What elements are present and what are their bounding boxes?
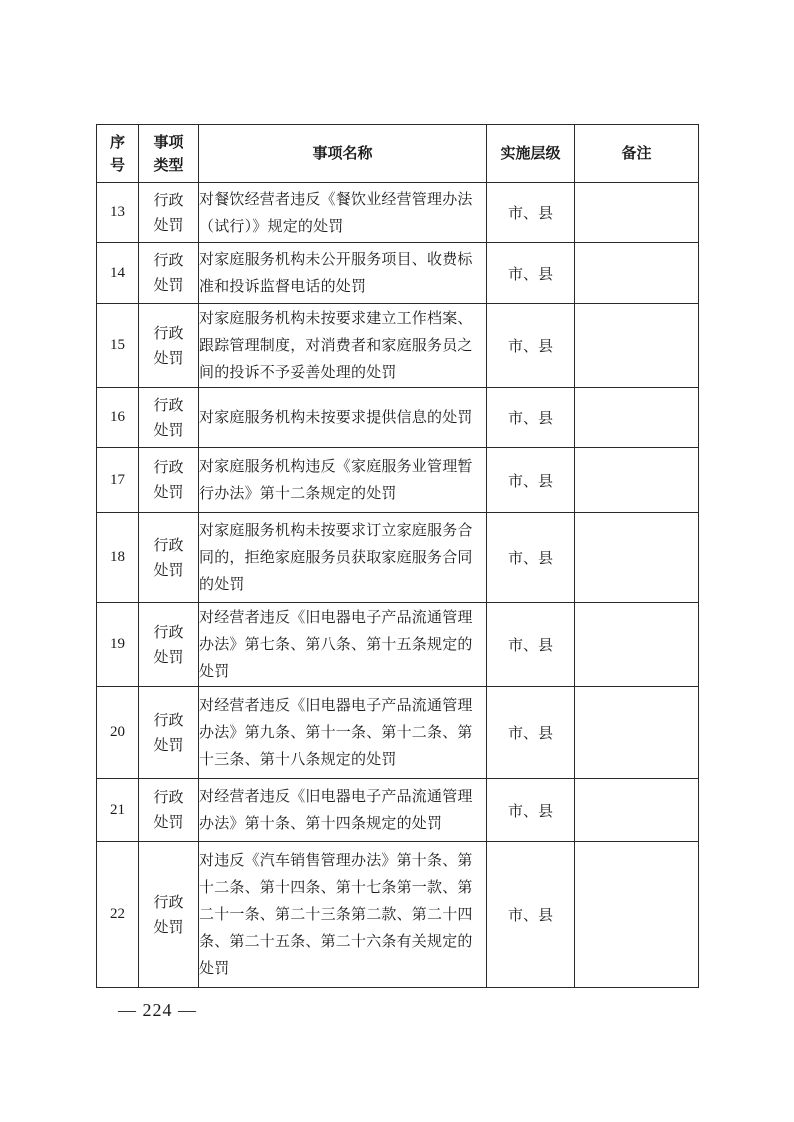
table-row (97, 513, 699, 603)
row-note (575, 304, 699, 388)
row-level: 市、县 (487, 513, 575, 603)
table-row (97, 243, 699, 304)
row-level: 市、县 (487, 304, 575, 388)
table-row (97, 183, 699, 243)
row-number: 20 (97, 687, 139, 779)
row-level: 市、县 (487, 243, 575, 304)
row-note (575, 687, 699, 779)
row-name: 对经营者违反《旧电器电子产品流通管理办法》第九条、第十一条、第十二条、第十三条、第十八条规定的处罚 (199, 687, 487, 779)
table-row (97, 779, 699, 842)
row-type: 行政处罚 (139, 243, 199, 304)
row-name: 对违反《汽车销售管理办法》第十条、第十二条、第十四条、第十七条第一款、第二十一条、第二十三条第二款、第二十四条、第二十五条、第二十六条有关规定的处罚 (199, 842, 487, 988)
row-name: 对家庭服务机构未按要求订立家庭服务合同的，拒绝家庭服务员获取家庭服务合同的处罚 (199, 513, 487, 603)
row-name: 对家庭服务机构违反《家庭服务业管理暂行办法》第十二条规定的处罚 (199, 448, 487, 513)
row-type: 行政处罚 (139, 304, 199, 388)
table-row (97, 448, 699, 513)
row-type: 行政处罚 (139, 448, 199, 513)
row-type: 行政处罚 (139, 779, 199, 842)
table-row (97, 603, 699, 687)
table-row (97, 388, 699, 448)
row-name: 对家庭服务机构未按要求提供信息的处罚 (199, 388, 487, 448)
row-type: 行政处罚 (139, 513, 199, 603)
row-level: 市、县 (487, 183, 575, 243)
row-note (575, 388, 699, 448)
row-number: 14 (97, 243, 139, 304)
page-number: — 224 — (118, 1000, 197, 1020)
row-number: 22 (97, 842, 139, 988)
row-name: 对经营者违反《旧电器电子产品流通管理办法》第七条、第八条、第十五条规定的处罚 (199, 603, 487, 687)
row-type: 行政处罚 (139, 842, 199, 988)
row-name: 对家庭服务机构未按要求建立工作档案、跟踪管理制度，对消费者和家庭服务员之间的投诉不予妥善处理的处罚 (199, 304, 487, 388)
table-row (97, 842, 699, 988)
row-name: 对经营者违反《旧电器电子产品流通管理办法》第十条、第十四条规定的处罚 (199, 779, 487, 842)
row-note (575, 448, 699, 513)
header-type: 事项类型 (139, 125, 199, 183)
row-level: 市、县 (487, 388, 575, 448)
row-type: 行政处罚 (139, 388, 199, 448)
row-number: 18 (97, 513, 139, 603)
table-row (97, 304, 699, 388)
row-number: 19 (97, 603, 139, 687)
row-note (575, 842, 699, 988)
row-type: 行政处罚 (139, 603, 199, 687)
header-seq: 序号 (97, 125, 139, 183)
row-note (575, 183, 699, 243)
row-note (575, 513, 699, 603)
header-row (97, 125, 699, 183)
row-level: 市、县 (487, 687, 575, 779)
row-number: 17 (97, 448, 139, 513)
row-name: 对餐饮经营者违反《餐饮业经营管理办法（试行）》规定的处罚 (199, 183, 487, 243)
row-number: 21 (97, 779, 139, 842)
header-level: 实施层级 (487, 125, 575, 183)
row-level: 市、县 (487, 448, 575, 513)
row-name: 对家庭服务机构未公开服务项目、收费标准和投诉监督电话的处罚 (199, 243, 487, 304)
row-note (575, 243, 699, 304)
row-note (575, 603, 699, 687)
table-row (97, 687, 699, 779)
row-level: 市、县 (487, 603, 575, 687)
items-table (96, 124, 699, 988)
row-level: 市、县 (487, 842, 575, 988)
row-note (575, 779, 699, 842)
row-number: 16 (97, 388, 139, 448)
row-type: 行政处罚 (139, 183, 199, 243)
row-number: 13 (97, 183, 139, 243)
header-note: 备注 (575, 125, 699, 183)
header-name: 事项名称 (199, 125, 487, 183)
row-type: 行政处罚 (139, 687, 199, 779)
row-level: 市、县 (487, 779, 575, 842)
row-number: 15 (97, 304, 139, 388)
